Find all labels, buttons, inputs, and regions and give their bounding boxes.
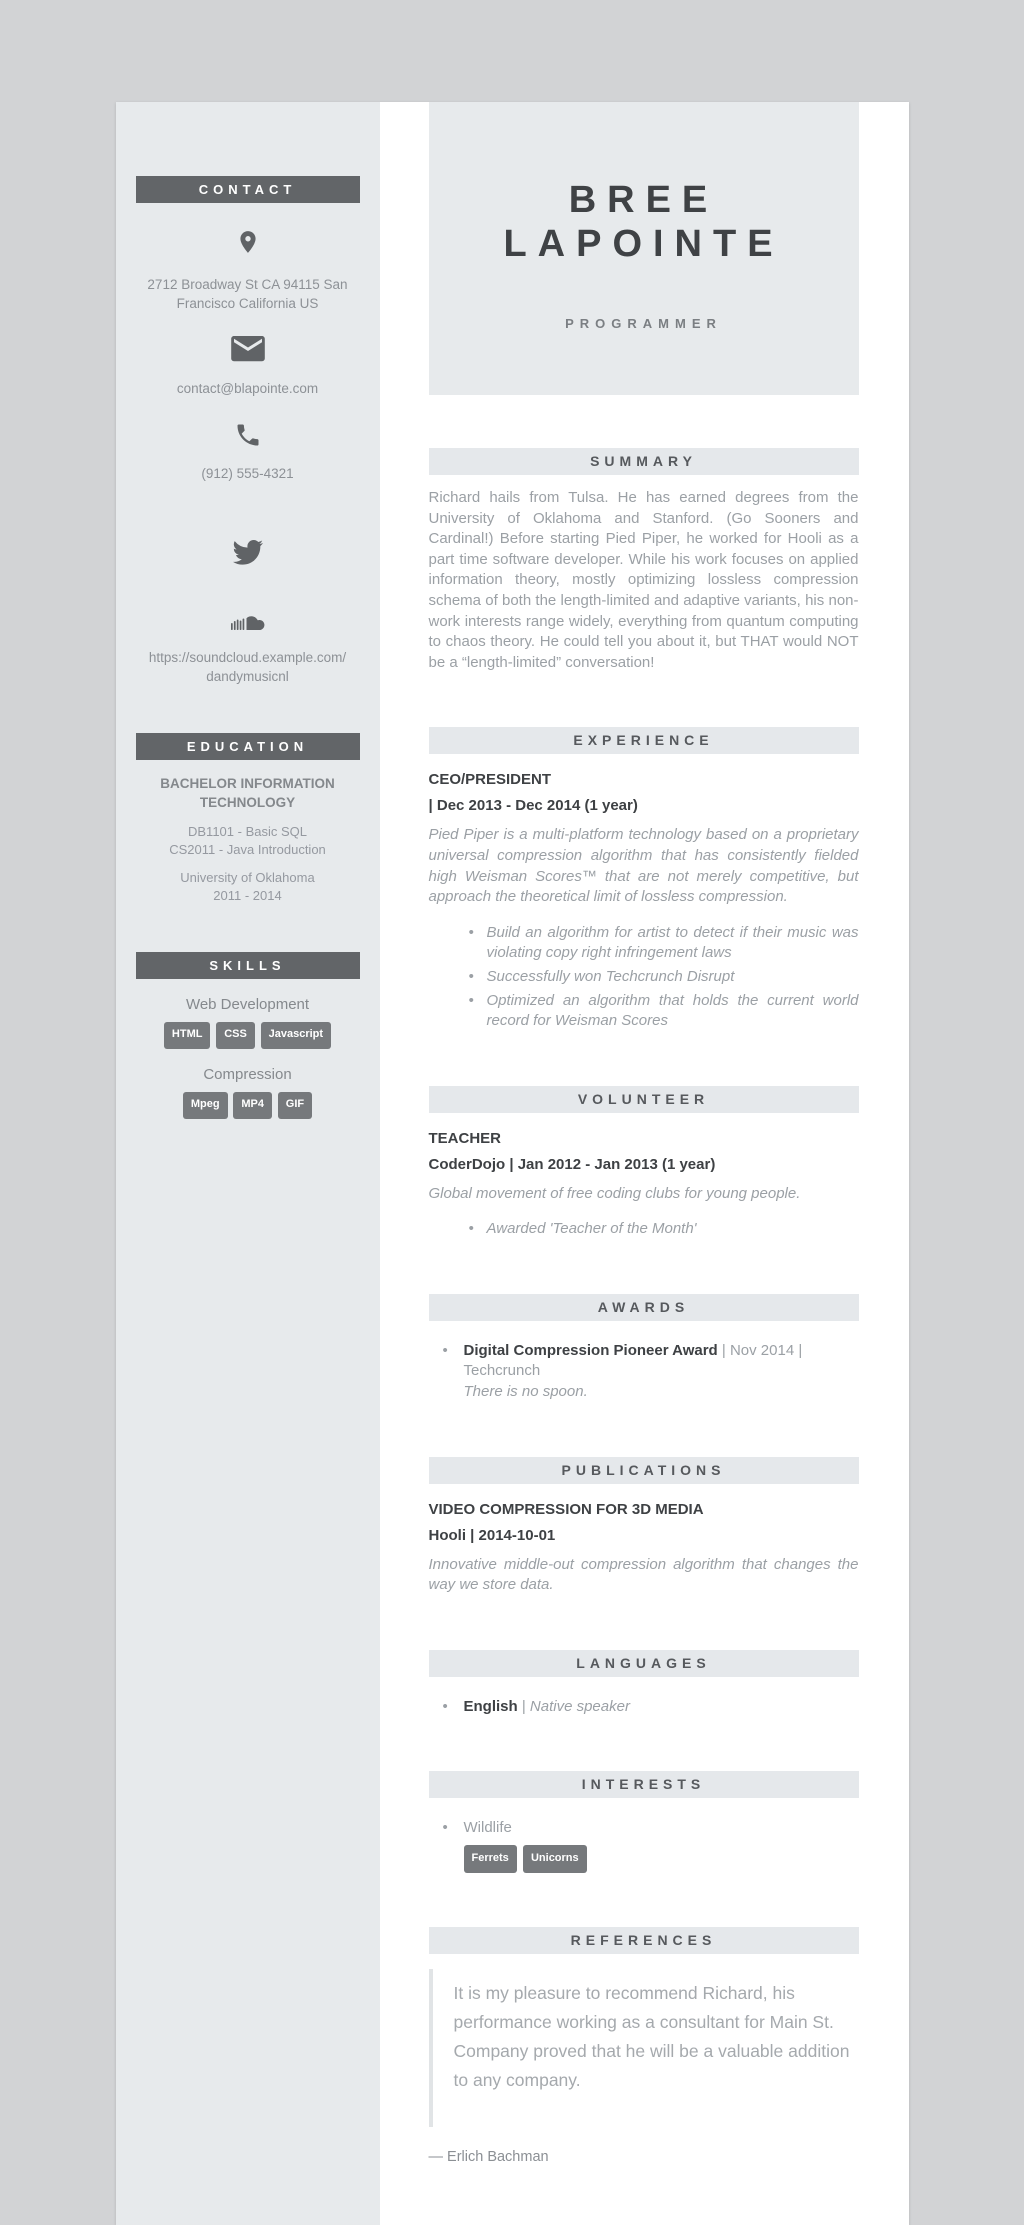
main-column xyxy=(380,102,909,2225)
soundcloud-url-line-1: https://soundcloud.example.com/ xyxy=(148,649,347,665)
awards-list xyxy=(429,1341,859,1403)
soundcloud-cloud-icon xyxy=(136,614,360,638)
education-section xyxy=(136,733,360,906)
school-years: 2011 - 2014 xyxy=(213,888,282,903)
interest-badge: Unicorns xyxy=(523,1845,587,1873)
award-note: There is no spoon. xyxy=(463,1383,588,1401)
contact-section-header: CONTACT xyxy=(136,176,360,203)
experience-section-header: EXPERIENCE xyxy=(429,727,859,754)
skill-group-name: Web Development xyxy=(185,995,310,1013)
reference-quote: It is my pleasure to recommend Richard, his performance working as a consultant for Main St. Company proved that he will be a valuable addition to any company. xyxy=(429,1969,859,2127)
award-name: Digital Compression Pioneer Award xyxy=(463,1341,718,1359)
twitter-bird-icon xyxy=(136,540,360,571)
language-name: English xyxy=(463,1697,518,1715)
award-date: | Nov 2014 | xyxy=(717,1341,803,1359)
experience-description: Pied Piper is a multi-platform technology based on a proprietary universal compression algorithm that has consistently fielded high Weisman Scores™ that are not merely competitive, but approach the theoretical limit of lossless compression. xyxy=(428,826,859,906)
contact-phone: (912) 555-4321 xyxy=(201,466,294,481)
summary-section xyxy=(429,448,859,673)
interest-name: Wildlife xyxy=(463,1819,512,1837)
volunteer-description: Global movement of free coding clubs for young people. xyxy=(428,1184,801,1202)
interests-section-header: INTERESTS xyxy=(429,1771,859,1798)
languages-section-header: LANGUAGES xyxy=(429,1650,859,1677)
contact-email: contact@blapointe.com xyxy=(176,381,319,396)
experience-bullet: • Successfully won Techcrunch Disrupt xyxy=(469,967,859,988)
skills-section-header: SKILLS xyxy=(136,952,360,979)
award-item xyxy=(443,1341,859,1403)
name-line-2: LAPOINTE xyxy=(503,223,784,265)
skill-badge: Javascript xyxy=(261,1022,331,1049)
experience-bullet: • Optimized an algorithm that holds the current world record for Weisman Scores xyxy=(469,991,859,1032)
experience-bullet-list xyxy=(429,923,859,1032)
volunteer-bullet: • Awarded 'Teacher of the Month' xyxy=(469,1219,859,1240)
contact-soundcloud-url xyxy=(136,648,360,687)
education-degree xyxy=(136,774,360,812)
address-line-2: Francisco California US xyxy=(176,296,319,311)
education-courses xyxy=(136,823,360,860)
degree-line-2: TECHNOLOGY xyxy=(199,794,296,810)
languages-list xyxy=(429,1697,859,1718)
sidebar xyxy=(116,102,380,2225)
skill-badge: MP4 xyxy=(233,1092,272,1119)
language-separator: | xyxy=(517,1697,530,1715)
languages-section xyxy=(429,1650,859,1718)
address-line-1: 2712 Broadway St CA 94115 San xyxy=(147,276,348,292)
skill-group-name: Compression xyxy=(203,1065,292,1083)
skill-badge: CSS xyxy=(216,1022,255,1049)
summary-section-header: SUMMARY xyxy=(429,448,859,475)
skill-badge-row xyxy=(136,1092,360,1119)
experience-dates: | Dec 2013 - Dec 2014 (1 year) xyxy=(428,797,638,815)
skill-badge-row xyxy=(136,1022,360,1049)
degree-line-1: BACHELOR INFORMATION xyxy=(160,775,335,791)
location-pin-icon xyxy=(136,225,360,265)
contact-address xyxy=(136,275,360,314)
interests-section xyxy=(429,1771,859,1872)
phone-handset-icon xyxy=(136,421,360,455)
award-issuer: Techcrunch xyxy=(463,1362,541,1380)
interest-item xyxy=(443,1818,859,1872)
course-item: CS2011 - Java Introduction xyxy=(169,842,326,857)
volunteer-bullet-list xyxy=(429,1219,859,1240)
soundcloud-url-line-2: dandymusicnl xyxy=(206,669,289,684)
education-section-header: EDUCATION xyxy=(136,733,360,760)
volunteer-role: TEACHER xyxy=(428,1129,502,1147)
interests-list xyxy=(429,1818,859,1872)
skill-badge: HTML xyxy=(164,1022,211,1049)
summary-text: Richard hails from Tulsa. He has earned degrees from the University of Oklahoma and Stanford. (Go Sooners and Cardinal!) Before starting Pied Piper, he worked for Hooli as a part time software developer. While his work focuses on applied information theory, mostly optimizing lossless compression schema of both the length-limited and adaptive variants, his non-work interests range widely, everything from quantum computing to chaos theory. He could tell you about it, but THAT would NOT be a “length-limited” conversation! xyxy=(428,489,859,671)
name-header xyxy=(429,102,859,395)
skill-badge: Mpeg xyxy=(183,1092,228,1119)
experience-bullet: • Build an algorithm for artist to detect if their music was violating copy right infringement laws xyxy=(469,923,859,964)
publication-publisher-date: Hooli | 2014-10-01 xyxy=(428,1526,556,1544)
person-name xyxy=(503,178,783,266)
language-level: Native speaker xyxy=(529,1697,630,1715)
name-line-1: BREE xyxy=(568,179,719,221)
volunteer-org-dates: CoderDojo | Jan 2012 - Jan 2013 (1 year) xyxy=(428,1155,716,1173)
skill-badge: GIF xyxy=(278,1092,312,1119)
volunteer-section-header: VOLUNTEER xyxy=(429,1086,859,1113)
experience-section xyxy=(429,727,859,1031)
skills-section xyxy=(136,952,360,1119)
school-name: University of Oklahoma xyxy=(180,869,315,885)
envelope-icon xyxy=(136,336,360,370)
awards-section xyxy=(429,1294,859,1403)
education-school xyxy=(136,869,360,906)
language-item xyxy=(443,1697,859,1718)
publication-name: VIDEO COMPRESSION FOR 3D MEDIA xyxy=(428,1500,704,1518)
interest-badge: Ferrets xyxy=(464,1845,517,1873)
volunteer-section xyxy=(429,1086,859,1240)
interest-badge-row xyxy=(464,1845,859,1873)
publications-section xyxy=(429,1457,859,1596)
resume-page xyxy=(116,102,909,2225)
publications-section-header: PUBLICATIONS xyxy=(429,1457,859,1484)
reference-attribution: — Erlich Bachman xyxy=(428,2148,549,2165)
person-role: PROGRAMMER xyxy=(565,316,722,331)
course-item: DB1101 - Basic SQL xyxy=(188,823,307,839)
publication-description: Innovative middle-out compression algorithm that changes the way we store data. xyxy=(428,1555,859,1594)
references-section-header: REFERENCES xyxy=(429,1927,859,1954)
awards-section-header: AWARDS xyxy=(429,1294,859,1321)
experience-role: CEO/PRESIDENT xyxy=(428,771,552,789)
references-section xyxy=(429,1927,859,2165)
